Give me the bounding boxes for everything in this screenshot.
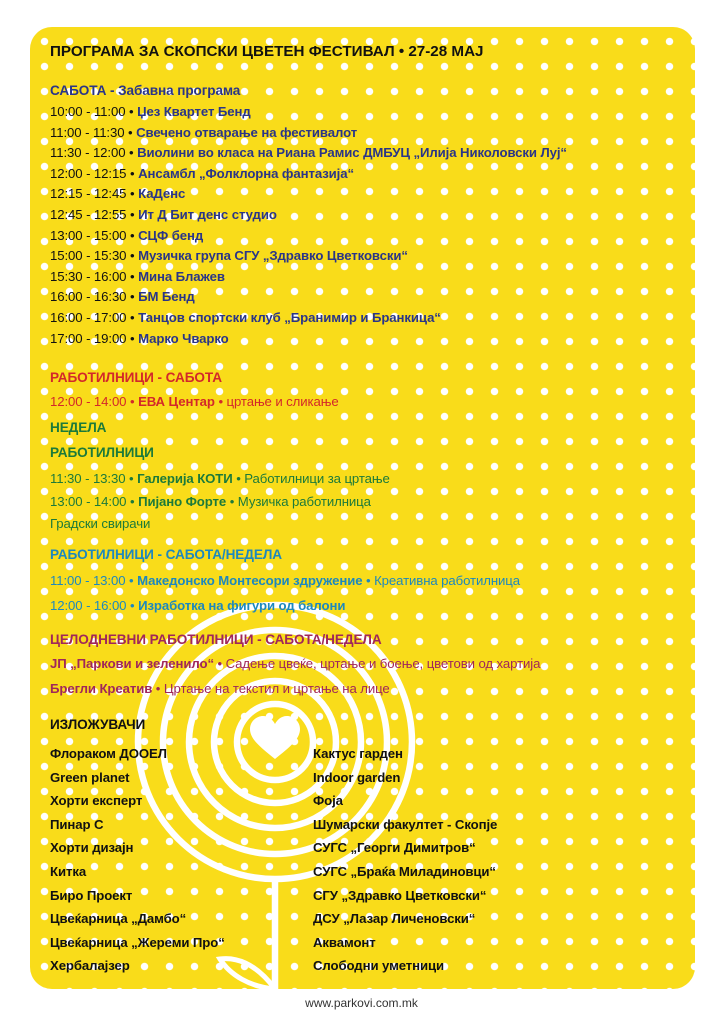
performer: Ит Д Бит денс студио bbox=[138, 207, 277, 222]
workshop-row bbox=[50, 597, 345, 614]
workshop-name: ЕВА Центар bbox=[138, 394, 215, 409]
exhibitor-name: Green planet bbox=[50, 769, 130, 785]
workshop-name: Брегли Креатив bbox=[50, 681, 153, 696]
exhibitor-item bbox=[50, 887, 132, 904]
workshop-row bbox=[50, 680, 390, 697]
exhibitor-name: Флораком ДООЕЛ bbox=[50, 746, 167, 761]
performer: КаДенс bbox=[138, 186, 186, 202]
exhibitor-item bbox=[313, 863, 496, 880]
performer: БМ Бенд bbox=[138, 289, 195, 305]
performer: СЦФ бенд bbox=[138, 227, 204, 243]
schedule-row bbox=[50, 206, 277, 223]
section-heading: ЦЕЛОДНЕВНИ РАБОТИЛНИЦИ - САБОТА/НЕДЕЛА bbox=[50, 632, 382, 647]
workshop-name: Галерија КОТИ bbox=[137, 471, 233, 486]
performer: Марко Чварко bbox=[138, 330, 229, 346]
exhibitor-item bbox=[313, 887, 486, 904]
exhibitor-item bbox=[313, 745, 403, 762]
section-heading: НЕДЕЛА bbox=[50, 420, 107, 435]
schedule-row bbox=[50, 288, 195, 305]
exhibitor-name: Биро Проект bbox=[50, 887, 133, 903]
exhibitor-item bbox=[50, 745, 167, 762]
time: 11:30 - 12:00 • bbox=[50, 145, 138, 161]
exhibitors-heading bbox=[50, 716, 145, 733]
exhibitor-name: Хорти експерт bbox=[50, 793, 143, 809]
exhibitor-name: Кактус гарден bbox=[313, 746, 403, 761]
exhibitor-item bbox=[50, 769, 129, 786]
section-heading: РАБОТИЛНИЦИ bbox=[50, 445, 154, 460]
section-heading: РАБОТИЛНИЦИ - САБОТА/НЕДЕЛА bbox=[50, 547, 282, 562]
sunday-heading bbox=[50, 419, 106, 436]
time: 15:00 - 15:30 • bbox=[50, 248, 139, 264]
time: 11:00 - 11:30 • bbox=[50, 124, 137, 140]
exhibitor-item bbox=[313, 934, 376, 951]
exhibitor-name: Цвеќарница „Дамбо“ bbox=[50, 911, 187, 927]
time: 12:00 - 14:00 • bbox=[50, 394, 139, 409]
page-title: ПРОГРАМА ЗА СКОПСКИ ЦВЕТЕН ФЕСТИВАЛ • 27-28 МАЈ bbox=[50, 43, 484, 60]
time: 11:00 - 13:00 • bbox=[50, 573, 138, 588]
exhibitor-name: Пинар С bbox=[50, 816, 104, 832]
workshop-name: Изработка на фигури од балони bbox=[138, 598, 346, 613]
exhibitor-name: Шумарски факултет - Скопје bbox=[313, 816, 498, 832]
workshop-name: ЈП „Паркови и зеленило“ bbox=[50, 656, 214, 671]
performer: Ансамбл „Фолклорна фантазија“ bbox=[138, 165, 354, 181]
sunday-extra bbox=[50, 515, 150, 532]
schedule-row bbox=[50, 247, 408, 264]
exhibitor-item bbox=[50, 839, 133, 856]
exhibitor-name: Хербалајзер bbox=[50, 958, 130, 974]
time: 12:45 - 12:55 • bbox=[50, 207, 139, 222]
schedule-row bbox=[50, 330, 229, 347]
performer: Мина Блажев bbox=[138, 268, 225, 284]
exhibitor-item bbox=[50, 863, 86, 880]
exhibitor-item bbox=[50, 934, 225, 951]
workshop-desc: • Креативна работилница bbox=[362, 573, 520, 588]
workshop-desc: • Цртање на текстил и цртање на лице bbox=[152, 681, 390, 696]
schedule-row bbox=[50, 309, 441, 326]
sunday-workshops-heading bbox=[50, 444, 154, 461]
exhibitor-name: СУГС „Георги Димитров“ bbox=[313, 840, 476, 856]
performer: Свечено отварање на фестивалот bbox=[136, 124, 358, 140]
exhibitor-name: Китка bbox=[50, 864, 87, 879]
workshops-both-heading bbox=[50, 546, 282, 563]
time: 11:30 - 13:30 • bbox=[50, 471, 138, 486]
exhibitor-item bbox=[50, 816, 103, 833]
schedule-row bbox=[50, 144, 567, 161]
section-heading: САБОТА - Забавна програма bbox=[50, 83, 241, 98]
time: 12:00 - 16:00 • bbox=[50, 598, 139, 613]
extra-item: Градски свирачи bbox=[50, 516, 151, 531]
schedule-row bbox=[50, 165, 354, 182]
exhibitor-name: СУГС „Браќа Миладиновци“ bbox=[313, 864, 496, 879]
workshop-desc: • Работилници за цртање bbox=[232, 471, 390, 486]
workshops-saturday-heading bbox=[50, 369, 222, 386]
exhibitor-item bbox=[50, 792, 142, 809]
workshop-row bbox=[50, 493, 371, 510]
schedule-row bbox=[50, 268, 225, 285]
schedule-row bbox=[50, 103, 251, 120]
allday-heading bbox=[50, 631, 382, 648]
time: 16:00 - 16:30 • bbox=[50, 289, 139, 305]
exhibitor-name: ДСУ „Лазар Личеновски“ bbox=[313, 911, 476, 927]
exhibitor-name: Фоја bbox=[313, 793, 343, 809]
workshop-row bbox=[50, 655, 540, 672]
performer: Музичка група СГУ „Здравко Цветковски“ bbox=[138, 248, 408, 264]
schedule-row bbox=[50, 124, 357, 141]
exhibitor-item bbox=[313, 910, 475, 927]
poster bbox=[30, 27, 695, 989]
time: 10:00 - 11:00 • bbox=[50, 104, 138, 119]
workshop-name: Македонско Монтесори здружение bbox=[137, 573, 363, 588]
workshop-desc: • Музичка работилница bbox=[226, 494, 371, 509]
exhibitor-name: Хорти дизајн bbox=[50, 840, 134, 856]
exhibitor-item bbox=[313, 769, 400, 786]
time: 12:00 - 12:15 • bbox=[50, 165, 139, 181]
time: 17:00 - 19:00 • bbox=[50, 330, 139, 346]
footer-website: www.parkovi.com.mk bbox=[305, 996, 418, 1010]
program-content bbox=[30, 27, 695, 989]
workshop-name: Пијано Форте bbox=[138, 494, 227, 509]
time: 15:30 - 16:00 • bbox=[50, 268, 139, 284]
performer: Виолини во класа на Риана Рамис ДМБУЦ „Илија Николовски Луј“ bbox=[137, 145, 567, 161]
exhibitor-item bbox=[313, 839, 476, 856]
performer: Џез Квартет Бенд bbox=[137, 104, 251, 119]
schedule-row bbox=[50, 227, 203, 244]
section-heading: ИЗЛОЖУВАЧИ bbox=[50, 717, 146, 732]
time: 13:00 - 14:00 • bbox=[50, 494, 139, 509]
time: 12:15 - 12:45 • bbox=[50, 186, 139, 202]
exhibitor-name: Indoor garden bbox=[313, 769, 401, 785]
exhibitor-item bbox=[313, 816, 497, 833]
time: 16:00 - 17:00 • bbox=[50, 310, 139, 325]
exhibitor-name: Слободни уметници bbox=[313, 958, 445, 974]
time: 13:00 - 15:00 • bbox=[50, 227, 139, 243]
exhibitor-item bbox=[50, 910, 186, 927]
exhibitor-name: Цвеќарница „Жереми Про“ bbox=[50, 934, 225, 950]
exhibitor-name: СГУ „Здравко Цветковски“ bbox=[313, 887, 487, 903]
exhibitor-item bbox=[313, 957, 444, 974]
workshop-desc: • цртање и сликање bbox=[214, 394, 339, 409]
performer: Танцов спортски клуб „Бранимир и Бранкица“ bbox=[138, 310, 441, 325]
workshop-row bbox=[50, 572, 520, 589]
workshop-row bbox=[50, 393, 339, 410]
schedule-row bbox=[50, 185, 185, 202]
saturday-heading bbox=[50, 82, 240, 99]
exhibitor-name: Аквамонт bbox=[313, 934, 376, 950]
workshop-desc: • Садење цвеќе, цртање и боење, цветови од хартија bbox=[213, 656, 541, 671]
section-heading: РАБОТИЛНИЦИ - САБОТА bbox=[50, 370, 222, 385]
exhibitor-item bbox=[313, 792, 343, 809]
workshop-row bbox=[50, 470, 390, 487]
exhibitor-item bbox=[50, 957, 130, 974]
